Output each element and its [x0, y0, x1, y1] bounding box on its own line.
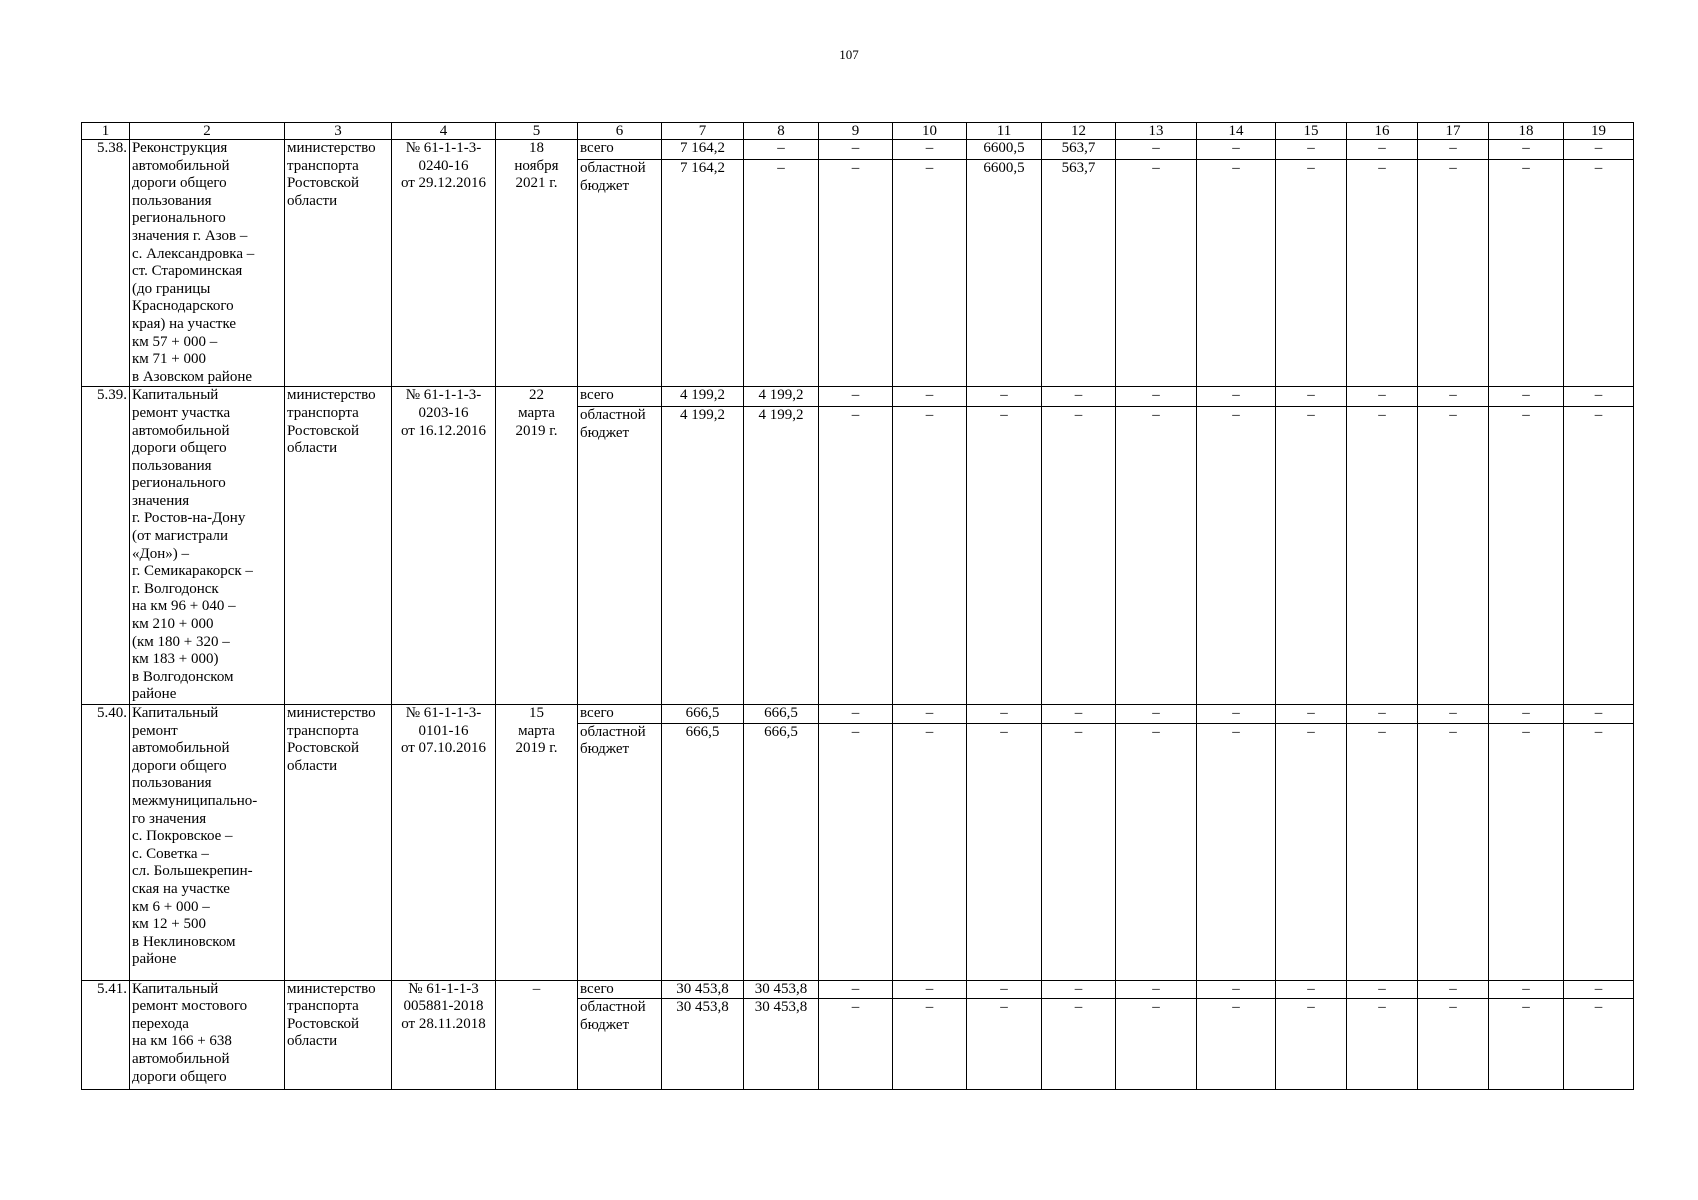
amount-cell: – [1042, 723, 1116, 980]
entry-number: 5.39. [82, 387, 130, 705]
object-name: Реконструкция автомобильной дороги общего пользования регионального значения г. Азов – с. Александровка – ст. Староминская (до границы Краснодарского края) на участке км 57 + 000 – км 71 + 000 в Азовском районе [130, 140, 285, 387]
column-number-cell: 12 [1042, 123, 1116, 140]
amount-cell: 666,5 [662, 723, 744, 980]
column-number-cell: 16 [1347, 123, 1418, 140]
column-number-cell: 18 [1489, 123, 1564, 140]
amount-cell: – [1489, 705, 1564, 724]
amount-cell: – [1116, 407, 1197, 705]
amount-cell: – [967, 387, 1042, 407]
column-number-cell: 3 [285, 123, 392, 140]
amount-cell: – [893, 407, 967, 705]
document-ref: № 61-1-1-3 005881-2018 от 28.11.2018 [392, 980, 496, 1090]
amount-cell: – [1347, 407, 1418, 705]
amount-cell: 4 199,2 [744, 387, 819, 407]
document-ref: № 61-1-1-3- 0240-16 от 29.12.2016 [392, 140, 496, 387]
column-number-cell: 19 [1564, 123, 1634, 140]
amount-cell: – [893, 140, 967, 160]
amount-cell: – [744, 140, 819, 160]
amount-cell: – [893, 999, 967, 1090]
column-number-cell: 8 [744, 123, 819, 140]
amount-cell: 6600,5 [967, 160, 1042, 387]
amount-cell: 4 199,2 [662, 407, 744, 705]
amount-cell: – [1276, 999, 1347, 1090]
amount-cell: – [1564, 723, 1634, 980]
amount-cell: – [967, 723, 1042, 980]
amount-cell: – [1042, 387, 1116, 407]
amount-cell: – [1197, 140, 1276, 160]
document-ref: № 61-1-1-3- 0203-16 от 16.12.2016 [392, 387, 496, 705]
amount-cell: – [1347, 160, 1418, 387]
amount-cell: – [819, 140, 893, 160]
object-name: Капитальный ремонт участка автомобильной дороги общего пользования регионального значения г. Ростов-на-Дону (от магистрали «Дон») – г. Семикаракорск – г. Волгодонск на км 96 + 040 – км 210 + 000 (км 180 + 320 – км 183 + 000) в Волгодонском районе [130, 387, 285, 705]
entry-row-total [82, 980, 1634, 999]
entry-number: 5.40. [82, 705, 130, 981]
column-number-cell: 5 [496, 123, 578, 140]
amount-cell: – [1418, 160, 1489, 387]
amount-cell: – [1418, 407, 1489, 705]
amount-cell: – [1042, 980, 1116, 999]
amount-cell: – [893, 387, 967, 407]
amount-cell: – [893, 980, 967, 999]
amount-cell: – [1418, 705, 1489, 724]
completion-date: 15 марта 2019 г. [496, 705, 578, 981]
object-name: Капитальный ремонт мостового перехода на км 166 + 638 автомобильной дороги общего [130, 980, 285, 1090]
amount-cell: – [967, 980, 1042, 999]
funding-source: областной бюджет [578, 160, 662, 387]
amount-cell: – [819, 387, 893, 407]
page-number: 107 [839, 47, 859, 62]
amount-cell: – [1197, 387, 1276, 407]
amount-cell: – [1564, 160, 1634, 387]
amount-cell: – [744, 160, 819, 387]
amount-cell: – [1564, 980, 1634, 999]
amount-cell: – [893, 705, 967, 724]
amount-cell: – [1042, 999, 1116, 1090]
amount-cell: – [1347, 723, 1418, 980]
amount-cell: 7 164,2 [662, 160, 744, 387]
column-number-cell: 13 [1116, 123, 1197, 140]
amount-cell: 563,7 [1042, 160, 1116, 387]
column-number-cell: 2 [130, 123, 285, 140]
amount-cell: – [1418, 140, 1489, 160]
funding-source: всего [578, 705, 662, 724]
amount-cell: – [1347, 705, 1418, 724]
amount-cell: – [1197, 999, 1276, 1090]
funding-source: областной бюджет [578, 723, 662, 980]
amount-cell: – [1116, 387, 1197, 407]
amount-cell: – [1489, 160, 1564, 387]
amount-cell: – [1564, 407, 1634, 705]
entry-row-total [82, 387, 1634, 407]
amount-cell: – [819, 723, 893, 980]
amount-cell: – [1489, 407, 1564, 705]
amount-cell: 666,5 [744, 723, 819, 980]
budget-table [81, 122, 1634, 1090]
column-number-cell: 17 [1418, 123, 1489, 140]
amount-cell: 4 199,2 [744, 407, 819, 705]
column-number-cell: 14 [1197, 123, 1276, 140]
completion-date: – [496, 980, 578, 1090]
amount-cell: – [1197, 160, 1276, 387]
amount-cell: – [1347, 140, 1418, 160]
amount-cell: – [1276, 407, 1347, 705]
funding-source: областной бюджет [578, 407, 662, 705]
amount-cell: 666,5 [662, 705, 744, 724]
amount-cell: – [1197, 407, 1276, 705]
customer-name: министерство транспорта Ростовской области [285, 705, 392, 981]
column-number-cell: 9 [819, 123, 893, 140]
amount-cell: 30 453,8 [662, 980, 744, 999]
amount-cell: – [967, 999, 1042, 1090]
amount-cell: – [893, 723, 967, 980]
object-name: Капитальный ремонт автомобильной дороги общего пользования межмуниципально- го значения с. Покровское – с. Советка – сл. Большекрепин- ская на участке км 6 + 000 – км 12 + 500 в Неклиновском районе [130, 705, 285, 981]
amount-cell: – [1489, 723, 1564, 980]
amount-cell: – [819, 407, 893, 705]
amount-cell: – [1116, 980, 1197, 999]
amount-cell: – [967, 407, 1042, 705]
amount-cell: 30 453,8 [744, 980, 819, 999]
entry-number: 5.41. [82, 980, 130, 1090]
amount-cell: 666,5 [744, 705, 819, 724]
amount-cell: – [1489, 387, 1564, 407]
amount-cell: – [1276, 160, 1347, 387]
amount-cell: – [1418, 999, 1489, 1090]
amount-cell: – [1418, 387, 1489, 407]
entry-number: 5.38. [82, 140, 130, 387]
amount-cell: – [819, 160, 893, 387]
amount-cell: 563,7 [1042, 140, 1116, 160]
amount-cell: – [1116, 999, 1197, 1090]
amount-cell: 7 164,2 [662, 140, 744, 160]
customer-name: министерство транспорта Ростовской области [285, 387, 392, 705]
amount-cell: – [1564, 705, 1634, 724]
amount-cell: – [1116, 705, 1197, 724]
amount-cell: 6600,5 [967, 140, 1042, 160]
amount-cell: – [1276, 980, 1347, 999]
funding-source: всего [578, 387, 662, 407]
amount-cell: – [1197, 723, 1276, 980]
amount-cell: – [1276, 705, 1347, 724]
amount-cell: – [819, 980, 893, 999]
amount-cell: – [1276, 140, 1347, 160]
column-number-cell: 1 [82, 123, 130, 140]
amount-cell: 30 453,8 [744, 999, 819, 1090]
amount-cell: – [1116, 723, 1197, 980]
amount-cell: 4 199,2 [662, 387, 744, 407]
amount-cell: – [1347, 980, 1418, 999]
amount-cell: – [1489, 999, 1564, 1090]
amount-cell: – [1489, 980, 1564, 999]
customer-name: министерство транспорта Ростовской области [285, 140, 392, 387]
amount-cell: – [1197, 980, 1276, 999]
column-number-cell: 10 [893, 123, 967, 140]
amount-cell: – [1042, 407, 1116, 705]
funding-source: областной бюджет [578, 999, 662, 1090]
column-number-cell: 7 [662, 123, 744, 140]
document-ref: № 61-1-1-3- 0101-16 от 07.10.2016 [392, 705, 496, 981]
customer-name: министерство транспорта Ростовской области [285, 980, 392, 1090]
amount-cell: – [1564, 140, 1634, 160]
column-number-cell: 4 [392, 123, 496, 140]
column-number-cell: 6 [578, 123, 662, 140]
amount-cell: – [1418, 980, 1489, 999]
funding-source: всего [578, 140, 662, 160]
amount-cell: – [1418, 723, 1489, 980]
amount-cell: – [1564, 387, 1634, 407]
amount-cell: 30 453,8 [662, 999, 744, 1090]
entry-row-total [82, 705, 1634, 724]
amount-cell: – [893, 160, 967, 387]
amount-cell: – [819, 705, 893, 724]
amount-cell: – [1197, 705, 1276, 724]
amount-cell: – [819, 999, 893, 1090]
amount-cell: – [967, 705, 1042, 724]
amount-cell: – [1042, 705, 1116, 724]
amount-cell: – [1489, 140, 1564, 160]
amount-cell: – [1116, 160, 1197, 387]
column-number-cell: 11 [967, 123, 1042, 140]
amount-cell: – [1347, 999, 1418, 1090]
funding-source: всего [578, 980, 662, 999]
amount-cell: – [1276, 723, 1347, 980]
amount-cell: – [1564, 999, 1634, 1090]
amount-cell: – [1276, 387, 1347, 407]
column-number-cell: 15 [1276, 123, 1347, 140]
completion-date: 22 марта 2019 г. [496, 387, 578, 705]
amount-cell: – [1347, 387, 1418, 407]
completion-date: 18 ноября 2021 г. [496, 140, 578, 387]
amount-cell: – [1116, 140, 1197, 160]
table-body [82, 123, 1634, 1090]
entry-row-total [82, 140, 1634, 160]
column-number-row [82, 123, 1634, 140]
